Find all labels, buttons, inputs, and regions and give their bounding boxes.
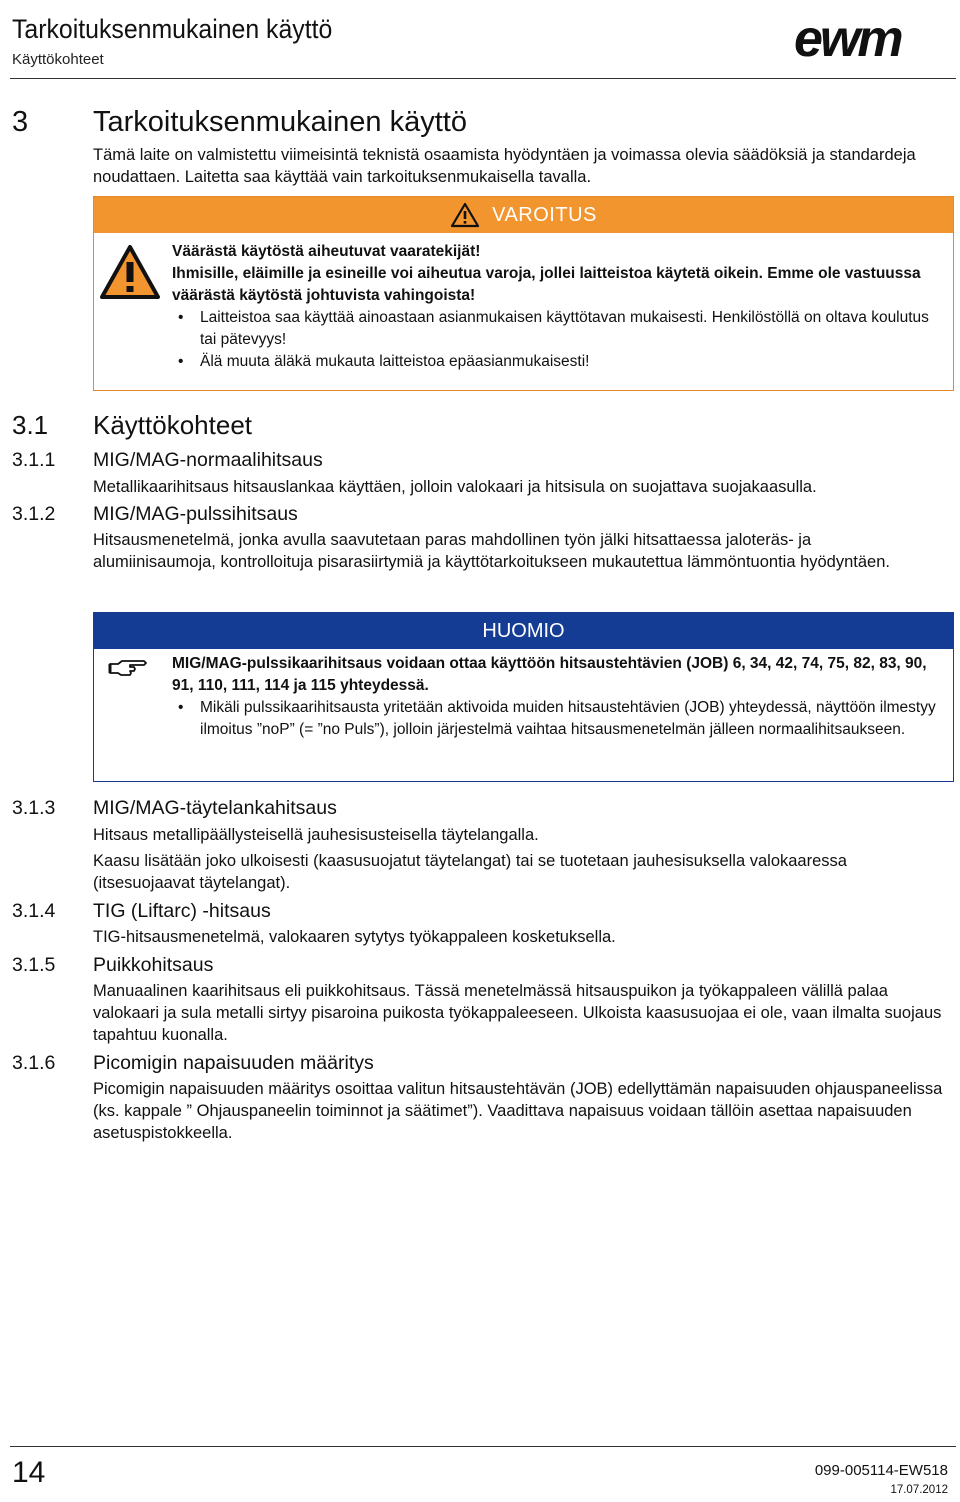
pointing-hand-icon: [108, 656, 148, 680]
warning-header-bar: [94, 197, 953, 233]
item-number: 3.1.1: [12, 449, 56, 471]
section-title: Tarkoituksenmukainen käyttö: [93, 106, 467, 138]
item-title: MIG/MAG-normaalihitsaus: [93, 449, 323, 471]
item-title: Picomigin napaisuuden määritys: [93, 1052, 374, 1074]
warning-large-icon: [99, 244, 161, 300]
header-divider: [10, 78, 956, 79]
item-paragraph: Picomigin napaisuuden määritys osoittaa valitun hitsaustehtävän (JOB) edellyttämän napaisuuden ohjauspaneelissa (ks. kappale ” Ohjauspaneelin toiminnot ja säätimet”). Vaadittava napaisuus voidaan tällöin asettaa napaisuuden asetuspistokkeella.: [93, 1080, 943, 1142]
note-header-bar: [94, 613, 953, 649]
item-title: Puikkohitsaus: [93, 954, 214, 976]
subsection-title: Käyttökohteet: [93, 410, 252, 440]
item-number: 3.1.3: [12, 797, 56, 819]
item-title: TIG (Liftarc) -hitsaus: [93, 900, 271, 922]
warning-heading: Väärästä käytöstä aiheutuvat vaaratekijät!: [172, 243, 481, 260]
section-intro: Tämä laite on valmistettu viimeisintä teknistä osaamista hyödyntäen ja voimassa olevia säädöksiä ja standardeja noudattaen. Laitetta saa käyttää vain tarkoituksenmukaisella tavalla.: [93, 146, 916, 186]
note-content: [172, 653, 947, 741]
item-paragraph: Manuaalinen kaarihitsaus eli puikkohitsaus. Tässä menetelmässä hitsauspuikon ja työkappaleen välillä palaa valokaari ja sula metalli sirtyy pisaroina puikosta työkappaleeseen. Ulkoista kaasusuojaa ei ole, vaan ilmalta suojaus tapahtuu kuonalla.: [93, 982, 942, 1044]
item-paragraph: TIG-hitsausmenetelmä, valokaaren sytytys työkappaleen kosketuksella.: [93, 928, 616, 946]
note-bullet: • Mikäli pulssikaarihitsausta yritetään aktivoida muiden hitsaustehtävien (JOB) yhteydessä, näyttöön ilmestyy ilmoitus ”noP” (= ”no Puls”), jolloin järjestelmä vaihtaa hitsausmenetelmän jälleen normaalihitsaukseen.: [172, 697, 947, 741]
warning-box: [93, 196, 954, 391]
svg-text:ewm: ewm: [794, 14, 901, 64]
section-number: 3: [12, 106, 29, 138]
warning-label: VAROITUS: [492, 203, 597, 226]
header-title: Tarkoituksenmukainen käyttö: [12, 14, 333, 44]
warning-bullet: • Älä muuta äläkä mukauta laitteistoa epäasianmukaisesti!: [172, 351, 947, 373]
footer-divider: [10, 1446, 956, 1447]
note-text: MIG/MAG-pulssikaarihitsaus voidaan ottaa käyttöön hitsaustehtävien (JOB) 6, 34, 42, 74, 75, 82, 83, 90, 91, 110, 111, 114 ja 115 yhteydessä.: [172, 655, 927, 694]
item-paragraph: Metallikaarihitsaus hitsauslankaa käyttäen, jolloin valokaari ja hitsisula on suojattava suojakaasulla.: [93, 478, 817, 496]
document-number: 099-005114-EW518: [814, 1462, 948, 1479]
item-number: 3.1.5: [12, 954, 56, 976]
subsection-number: 3.1: [12, 410, 49, 440]
warning-bullet: • Laitteistoa saa käyttää ainoastaan asianmukaisen käyttötavan mukaisesti. Henkilöstöllä on oltava koulutus tai pätevyys!: [172, 307, 947, 351]
warning-triangle-icon: [450, 202, 480, 228]
item-paragraph: Hitsaus metallipäällysteisellä jauhesisusteisella täytelangalla.: [93, 826, 539, 844]
warning-content: [172, 241, 947, 373]
item-number: 3.1.2: [12, 503, 56, 525]
note-box: [93, 612, 954, 782]
page-number: 14: [12, 1456, 46, 1489]
item-number: 3.1.4: [12, 900, 56, 922]
note-label: HUOMIO: [482, 619, 565, 642]
item-title: MIG/MAG-täytelankahitsaus: [93, 797, 337, 819]
item-paragraph: Kaasu lisätään joko ulkoisesti (kaasusuojatut täytelangat) tai se tuotetaan jauhesisuksella valokaaressa (itsesuojaavat täytelangat).: [93, 852, 847, 892]
header-subtitle: Käyttökohteet: [12, 51, 104, 68]
item-paragraph: Hitsausmenetelmä, jonka avulla saavutetaan paras mahdollinen työn jälki hitsattaessa jaloteräs- ja alumiinisaumoja, kontrolloituja pisarasiirtymiä ja käyttötarkoitukseen mukautettua lämmöntuontia hyödyntäen.: [93, 531, 890, 571]
item-number: 3.1.6: [12, 1052, 56, 1074]
warning-text: Ihmisille, eläimille ja esineille voi aiheutua varoja, jollei laitteistoa käytetä oikein. Emme ole vastuussa väärästä käytöstä johtuvista vahingoista!: [172, 265, 921, 304]
document-date: 17.07.2012: [890, 1484, 948, 1496]
ewm-logo: [792, 14, 952, 64]
item-title: MIG/MAG-pulssihitsaus: [93, 503, 298, 525]
